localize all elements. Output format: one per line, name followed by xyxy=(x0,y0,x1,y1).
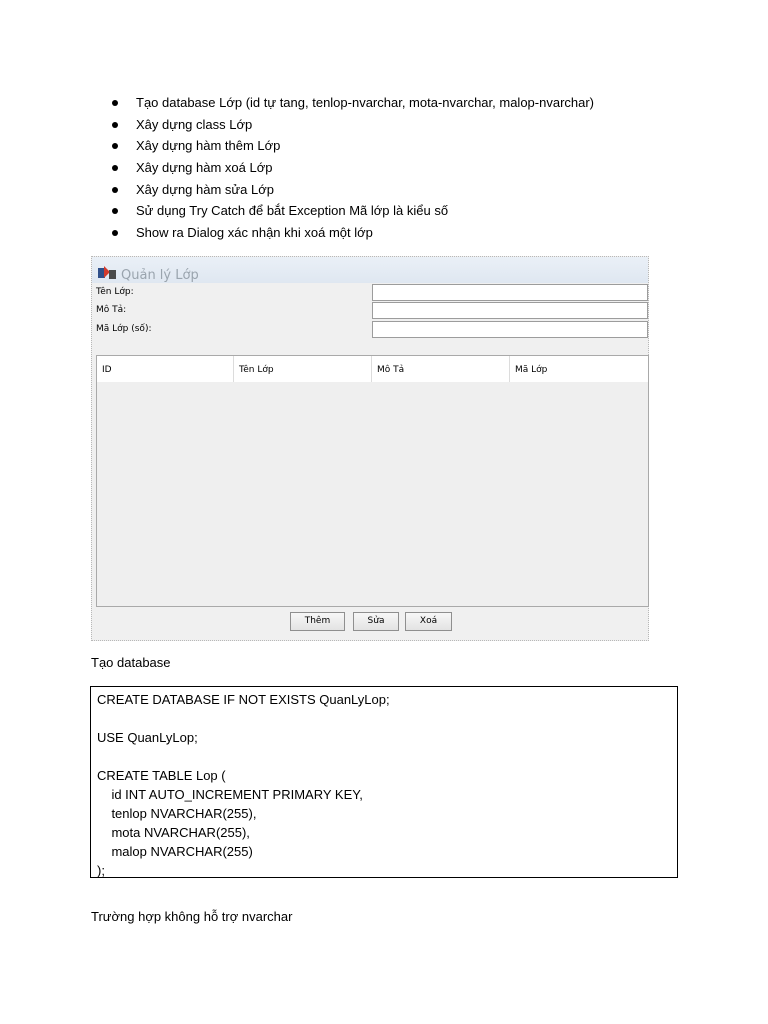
ten-lop-label: Tên Lớp: xyxy=(96,287,134,297)
bullet-icon xyxy=(112,165,118,171)
list-item-text: Sử dụng Try Catch để bắt Exception Mã lớp là kiểu số xyxy=(136,203,449,219)
ma-lop-input[interactable] xyxy=(372,321,648,338)
bullet-icon xyxy=(112,230,118,236)
delete-button[interactable]: Xoá xyxy=(405,612,452,631)
list-item-text: Xây dựng hàm sửa Lớp xyxy=(136,181,274,197)
app-logo-icon xyxy=(98,266,116,280)
code-line: ); xyxy=(97,863,105,878)
column-header-ma-lop[interactable]: Mã Lớp xyxy=(515,365,548,375)
bullet-icon xyxy=(112,100,118,106)
no-nvarchar-heading: Trường hợp không hỗ trợ nvarchar xyxy=(91,909,293,924)
list-item xyxy=(109,222,594,244)
list-item-text: Tạo database Lớp (id tự tang, tenlop-nvarchar, mota-nvarchar, malop-nvarchar) xyxy=(136,95,595,110)
code-line: USE QuanLyLop; xyxy=(97,730,198,745)
list-item-text: Xây dựng class Lớp xyxy=(136,116,253,132)
code-line: mota NVARCHAR(255), xyxy=(97,825,250,840)
bullet-icon xyxy=(112,143,118,149)
window-titlebar xyxy=(92,257,648,283)
list-item-text: Xây dựng hàm xoá Lớp xyxy=(136,160,273,176)
ten-lop-input[interactable] xyxy=(372,284,648,301)
bullet-icon xyxy=(112,187,118,193)
code-line: malop NVARCHAR(255) xyxy=(97,844,253,859)
mo-ta-input[interactable] xyxy=(372,302,648,319)
list-item-text: Show ra Dialog xác nhận khi xoá một lớp xyxy=(136,225,373,241)
code-line: id INT AUTO_INCREMENT PRIMARY KEY, xyxy=(97,787,363,802)
list-item xyxy=(109,135,594,157)
requirements-list xyxy=(109,92,594,244)
ma-lop-label: Mã Lớp (số): xyxy=(96,324,152,334)
list-item xyxy=(109,200,594,222)
list-item xyxy=(109,179,594,201)
list-item xyxy=(109,114,594,136)
create-database-heading: Tạo database xyxy=(91,655,171,670)
code-line: tenlop NVARCHAR(255), xyxy=(97,806,257,821)
list-item xyxy=(109,92,594,114)
code-line: CREATE TABLE Lop ( xyxy=(97,768,226,783)
add-button[interactable]: Thêm xyxy=(290,612,345,631)
column-header-id[interactable]: ID xyxy=(97,356,234,382)
list-item xyxy=(109,157,594,179)
code-line: CREATE DATABASE IF NOT EXISTS QuanLyLop; xyxy=(97,692,390,707)
sql-code-block xyxy=(90,686,678,878)
edit-button[interactable]: Sửa xyxy=(353,612,399,631)
bullet-icon xyxy=(112,208,118,214)
class-manager-window xyxy=(91,256,649,641)
code-line xyxy=(97,709,677,728)
mo-ta-label: Mô Tả: xyxy=(96,305,127,315)
code-line xyxy=(97,747,677,766)
window-title: Quản lý Lớp xyxy=(121,268,199,283)
table-header xyxy=(97,356,648,382)
column-header-ten-lop[interactable]: Tên Lớp xyxy=(234,356,372,382)
list-item-text: Xây dựng hàm thêm Lớp xyxy=(136,138,281,154)
bullet-icon xyxy=(112,122,118,128)
column-header-mo-ta[interactable]: Mô Tả xyxy=(372,356,510,382)
class-table[interactable] xyxy=(96,355,649,607)
